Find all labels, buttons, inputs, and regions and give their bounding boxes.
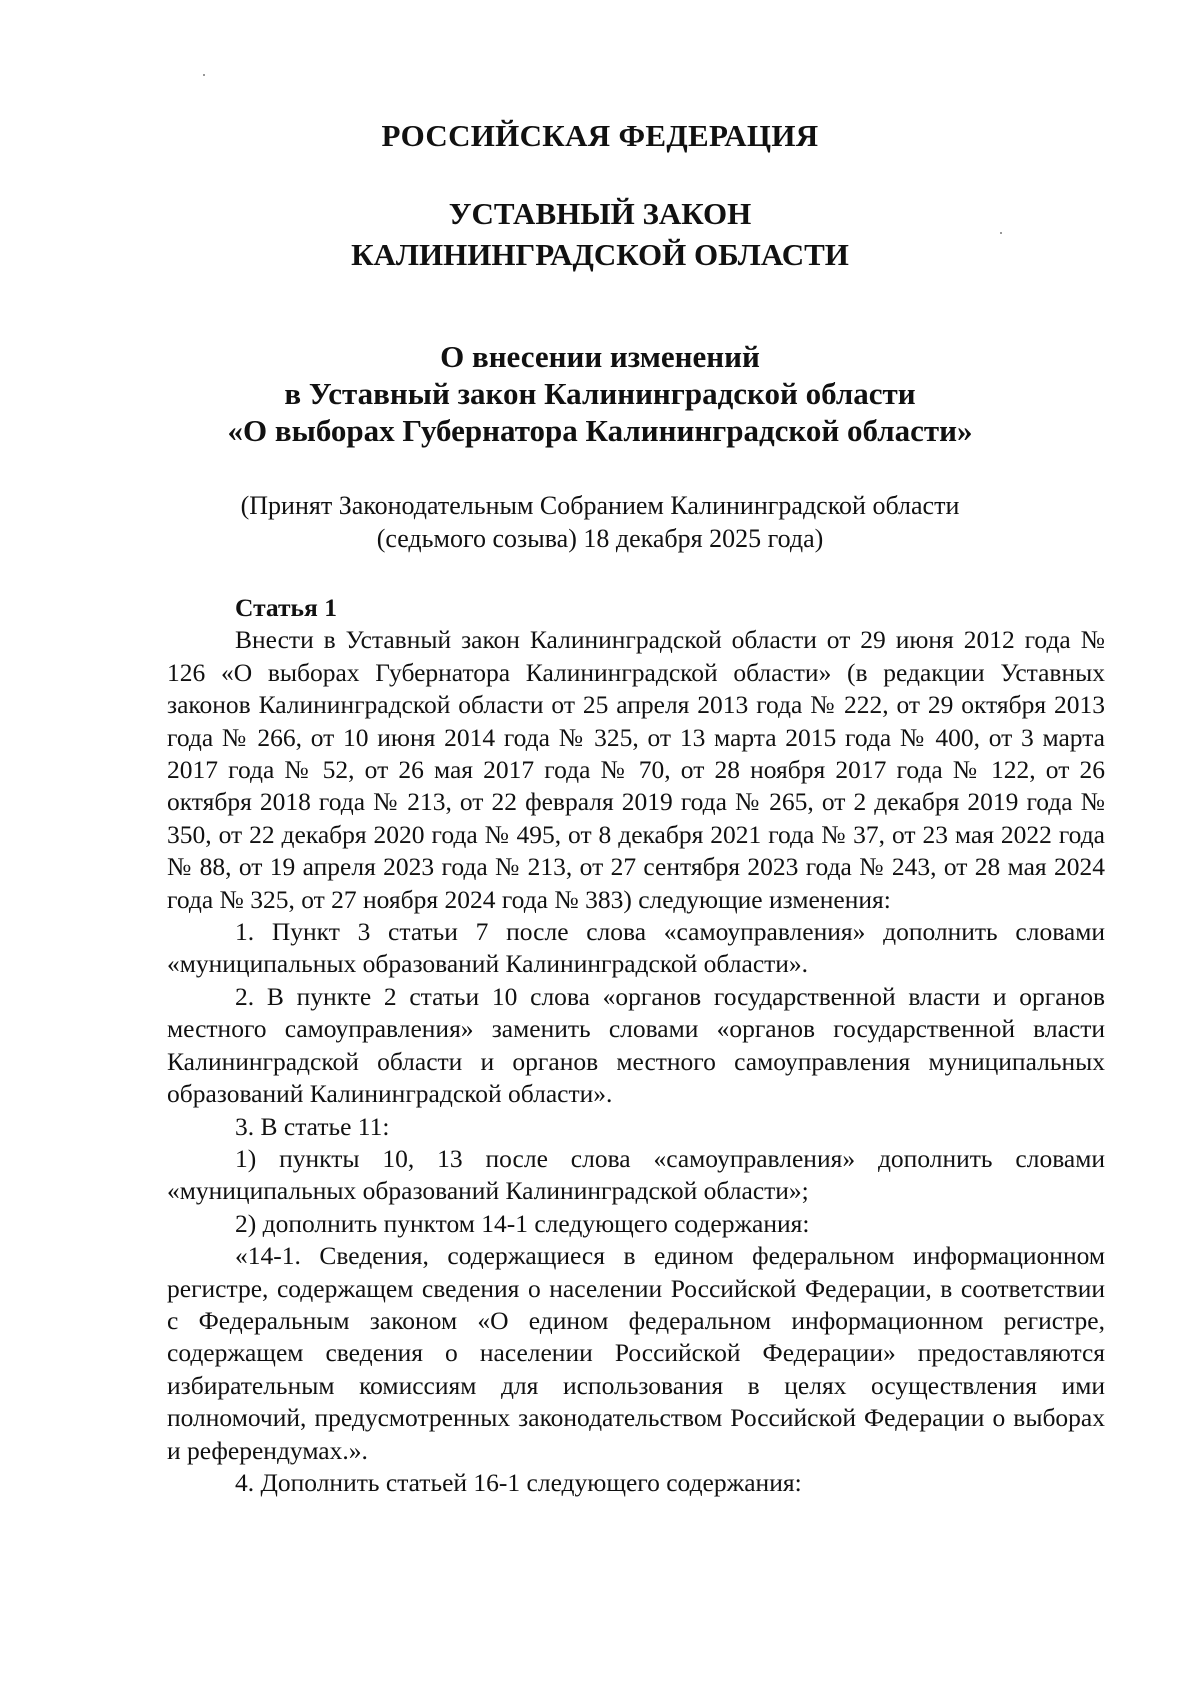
law-type-line-1: УСТАВНЫЙ ЗАКОН xyxy=(448,196,752,231)
amendment-subitem-3-1: 1) пункты 10, 13 после слова «самоуправления» дополнить словами «муниципальных образований Калининградской области»; xyxy=(167,1143,1105,1206)
adoption-note xyxy=(0,489,1200,555)
law-title-line-3: «О выборах Губернатора Калининградской области» xyxy=(227,413,973,448)
amendment-subitem-3-2: 2) дополнить пунктом 14-1 следующего содержания: xyxy=(235,1208,810,1238)
amendment-item-2: 2. В пункте 2 статьи 10 слова «органов государственной власти и органов местного самоуправления» заменить словами «органов государственной власти Калининградской области и органов местного самоуправления муниципальных образований Калининградской области». xyxy=(167,981,1105,1109)
law-title xyxy=(0,338,1200,449)
law-title-line-1: О внесении изменений xyxy=(440,339,760,374)
adoption-line-2: (седьмого созыва) 18 декабря 2025 года) xyxy=(376,524,824,553)
article-body xyxy=(167,592,1105,1499)
amendment-item-4: 4. Дополнить статьей 16-1 следующего содержания: xyxy=(235,1467,802,1497)
scan-speck xyxy=(203,74,205,76)
country-name: РОССИЙСКАЯ ФЕДЕРАЦИЯ xyxy=(381,118,819,153)
law-type-line-2: КАЛИНИНГРАДСКОЙ ОБЛАСТИ xyxy=(351,237,849,272)
country-heading xyxy=(0,118,1200,154)
amendment-subitem-3-2-text: «14-1. Сведения, содержащиеся в едином федеральном информационном регистре, содержащем сведения о населении Российской Федерации, в соответствии с Федеральным законом «О едином федеральном информационном регистре, содержащем сведения о населении Российской Федерации» предоставляются избирательным комиссиям для использования в целях осуществления ими полномочий, предусмотренных законодательством Российской Федерации о выборах и референдумах.». xyxy=(167,1241,1105,1465)
article-intro: Внести в Уставный закон Калининградской области от 29 июня 2012 года № 126 «О выборах Губернатора Калининградской области» (в редакции Уставных законов Калининградской области от 25 апреля 2013 года № 222, от 29 октября 2013 года № 266, от 10 июня 2014 года № 325, от 13 марта 2015 года № 400, от 3 марта 2017 года № 52, от 26 мая 2017 года № 70, от 28 ноября 2017 года № 122, от 26 октября 2018 года № 213, от 22 февраля 2019 года № 265, от 2 декабря 2019 года № 350, от 22 декабря 2020 года № 495, от 8 декабря 2021 года № 37, от 23 мая 2022 года № 88, от 19 апреля 2023 года № 213, от 27 сентября 2023 года № 243, от 28 мая 2024 года № 325, от 27 ноября 2024 года № 383) следующие изменения: xyxy=(167,625,1105,914)
adoption-line-1: (Принят Законодательным Собранием Калининградской области xyxy=(240,491,960,520)
amendment-item-1: 1. Пункт 3 статьи 7 после слова «самоуправления» дополнить словами «муниципальных образований Калининградской области». xyxy=(167,917,1105,979)
law-type-heading xyxy=(0,193,1200,275)
article-heading: Статья 1 xyxy=(235,593,337,622)
law-title-line-2: в Уставный закон Калининградской области xyxy=(284,376,916,411)
amendment-item-3: 3. В статье 11: xyxy=(235,1111,390,1141)
